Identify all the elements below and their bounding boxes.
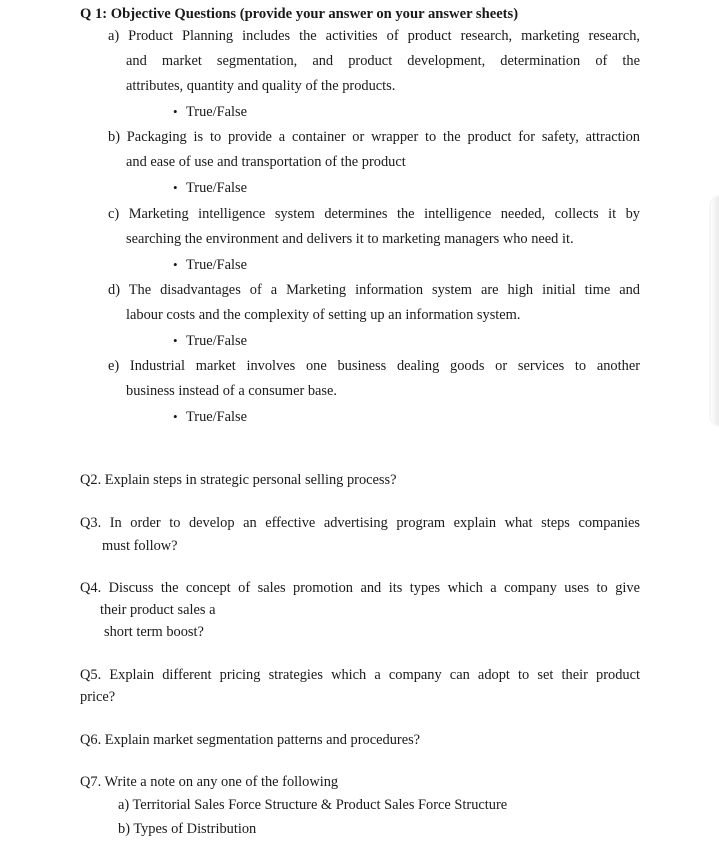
q3-line-1: Q3. In order to develop an effective advertising program explain what steps companies	[80, 515, 640, 531]
q1d-option: True/False	[186, 333, 248, 349]
q1c-line-2: searching the environment and delivers it to marketing managers who need it.	[126, 231, 574, 247]
bullet-icon: •	[173, 409, 178, 424]
q4-line-2: their product sales a	[100, 602, 216, 618]
q1a-line-3: attributes, quantity and quality of the products.	[126, 78, 396, 94]
q1c-line-1: c) Marketing intelligence system determines the intelligence needed, collects it by	[108, 206, 640, 222]
q6-text: Q6. Explain market segmentation patterns and procedures?	[80, 732, 421, 748]
q1c-option: True/False	[186, 257, 248, 273]
q1b-line-1: b) Packaging is to provide a container or wrapper to the product for safety, attraction	[108, 129, 640, 145]
q1-title: Q 1: Objective Questions (provide your answer on your answer sheets)	[80, 6, 519, 22]
bullet-icon: •	[173, 104, 178, 119]
bullet-icon: •	[173, 180, 178, 195]
q7-line-1: Q7. Write a note on any one of the following	[80, 774, 339, 790]
q4-line-3: short term boost?	[104, 624, 204, 640]
q5-line-1: Q5. Explain different pricing strategies which a company can adopt to set their product	[80, 667, 640, 683]
q1e-option: True/False	[186, 409, 248, 425]
bullet-icon: •	[173, 257, 178, 272]
bullet-icon: •	[173, 333, 178, 348]
q4-line-1: Q4. Discuss the concept of sales promotion and its types which a company uses to give	[80, 580, 640, 596]
q1e-line-1: e) Industrial market involves one business dealing goods or services to another	[108, 358, 640, 374]
q1d-line-2: labour costs and the complexity of setting up an information system.	[126, 307, 521, 323]
q1a-line-2: and market segmentation, and product development, determination of the	[126, 53, 640, 69]
q3-line-2: must follow?	[102, 538, 178, 554]
q1b-line-2: and ease of use and transportation of the product	[126, 154, 406, 170]
q1b-option: True/False	[186, 180, 248, 196]
q2-text: Q2. Explain steps in strategic personal selling process?	[80, 472, 397, 488]
q5-line-2: price?	[80, 689, 116, 705]
page-edge-shadow	[711, 196, 719, 426]
q1d-line-1: d) The disadvantages of a Marketing information system are high initial time and	[108, 282, 640, 298]
q1e-line-2: business instead of a consumer base.	[126, 383, 338, 399]
q1a-option: True/False	[186, 104, 248, 120]
q1a-line-1: a) Product Planning includes the activities of product research, marketing research,	[108, 28, 640, 44]
q7-option-b: b) Types of Distribution	[118, 821, 257, 837]
q7-option-a: a) Territorial Sales Force Structure & Product Sales Force Structure	[118, 797, 508, 813]
